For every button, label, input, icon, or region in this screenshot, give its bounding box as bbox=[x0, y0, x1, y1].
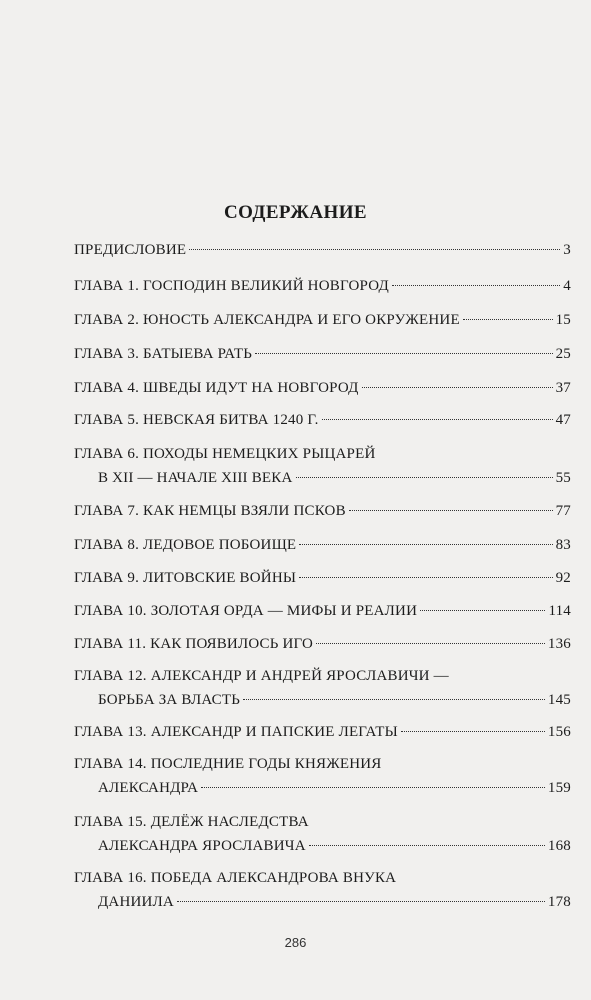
toc-entry-page: 159 bbox=[547, 780, 571, 796]
toc-entry-page: 77 bbox=[555, 503, 571, 519]
toc-entry-page: 3 bbox=[563, 242, 571, 258]
toc-entry-page: 178 bbox=[547, 894, 571, 910]
toc-entry-title-line1[interactable]: ГЛАВА 15. ДЕЛЁЖ НАСЛЕДСТВА bbox=[74, 814, 309, 830]
leader-dots bbox=[177, 901, 545, 902]
toc-entry-page: 168 bbox=[547, 838, 571, 854]
toc-entry-title: БОРЬБА ЗА ВЛАСТЬ bbox=[98, 692, 241, 708]
leader-dots bbox=[349, 510, 553, 511]
toc-entry-title: ГЛАВА 5. НЕВСКАЯ БИТВА 1240 Г. bbox=[74, 412, 319, 428]
toc-entry[interactable] bbox=[98, 834, 571, 858]
toc-entry-page: 15 bbox=[555, 312, 571, 328]
leader-dots bbox=[299, 544, 552, 545]
toc-entry[interactable] bbox=[98, 466, 571, 490]
leader-dots bbox=[362, 387, 553, 388]
toc-entry-title: ГЛАВА 1. ГОСПОДИН ВЕЛИКИЙ НОВГОРОД bbox=[74, 278, 389, 294]
leader-dots bbox=[299, 577, 552, 578]
toc-entry[interactable] bbox=[74, 408, 571, 432]
page-number: 286 bbox=[284, 935, 307, 950]
toc-entry-title-line1[interactable]: ГЛАВА 12. АЛЕКСАНДР И АНДРЕЙ ЯРОСЛАВИЧИ — bbox=[74, 668, 449, 684]
toc-entry-page: 156 bbox=[547, 724, 571, 740]
page-title: СОДЕРЖАНИЕ bbox=[224, 202, 367, 223]
toc-entry-page: 4 bbox=[563, 278, 571, 294]
toc-entry-page: 55 bbox=[555, 470, 571, 486]
toc-entry-page: 145 bbox=[547, 692, 571, 708]
leader-dots bbox=[309, 845, 545, 846]
toc-entry-title: ГЛАВА 3. БАТЫЕВА РАТЬ bbox=[74, 346, 253, 362]
toc-entry-title: В XII — НАЧАЛЕ XIII ВЕКА bbox=[98, 470, 293, 486]
toc-entry[interactable] bbox=[98, 776, 571, 800]
toc-entry-title: ГЛАВА 11. КАК ПОЯВИЛОСЬ ИГО bbox=[74, 636, 314, 652]
toc-entry-page: 136 bbox=[547, 636, 571, 652]
toc-entry[interactable] bbox=[98, 688, 571, 712]
toc-entry-title: ДАНИИЛА bbox=[98, 894, 174, 910]
toc-entry[interactable] bbox=[74, 342, 571, 366]
toc-entry[interactable] bbox=[98, 890, 571, 914]
toc-entry-title: ПРЕДИСЛОВИЕ bbox=[74, 242, 187, 258]
leader-dots bbox=[401, 731, 545, 732]
toc-entry-title: ГЛАВА 10. ЗОЛОТАЯ ОРДА — МИФЫ И РЕАЛИИ bbox=[74, 603, 418, 619]
toc-entry-title: ГЛАВА 13. АЛЕКСАНДР И ПАПСКИЕ ЛЕГАТЫ bbox=[74, 724, 398, 740]
toc-entry[interactable] bbox=[74, 274, 571, 298]
leader-dots bbox=[189, 249, 560, 250]
toc-entry[interactable] bbox=[74, 533, 571, 557]
toc-entry-page: 37 bbox=[555, 380, 571, 396]
toc-entry[interactable] bbox=[74, 599, 571, 623]
toc-entry[interactable] bbox=[74, 308, 571, 332]
toc-entry-title-line1[interactable]: ГЛАВА 16. ПОБЕДА АЛЕКСАНДРОВА ВНУКА bbox=[74, 870, 397, 886]
toc-entry-title: ГЛАВА 2. ЮНОСТЬ АЛЕКСАНДРА И ЕГО ОКРУЖЕНИЕ bbox=[74, 312, 460, 328]
toc-entry[interactable] bbox=[74, 566, 571, 590]
toc-entry-title: АЛЕКСАНДРА ЯРОСЛАВИЧА bbox=[98, 838, 306, 854]
toc-entry-title: АЛЕКСАНДРА bbox=[98, 780, 199, 796]
leader-dots bbox=[316, 643, 545, 644]
toc-entry-title: ГЛАВА 8. ЛЕДОВОЕ ПОБОИЩЕ bbox=[74, 537, 297, 553]
leader-dots bbox=[322, 419, 553, 420]
toc-entry[interactable] bbox=[74, 720, 571, 744]
leader-dots bbox=[420, 610, 545, 611]
toc-entry-page: 92 bbox=[555, 570, 571, 586]
toc-entry[interactable] bbox=[74, 376, 571, 400]
toc-entry-title: ГЛАВА 7. КАК НЕМЦЫ ВЗЯЛИ ПСКОВ bbox=[74, 503, 346, 519]
leader-dots bbox=[296, 477, 553, 478]
toc-entry[interactable] bbox=[74, 632, 571, 656]
leader-dots bbox=[463, 319, 553, 320]
leader-dots bbox=[201, 787, 545, 788]
toc-entry-title: ГЛАВА 9. ЛИТОВСКИЕ ВОЙНЫ bbox=[74, 570, 297, 586]
toc-entry[interactable] bbox=[74, 238, 571, 262]
toc-entry[interactable] bbox=[74, 499, 571, 523]
toc-entry-page: 114 bbox=[548, 603, 571, 619]
leader-dots bbox=[243, 699, 545, 700]
leader-dots bbox=[255, 353, 553, 354]
toc-entry-page: 47 bbox=[555, 412, 571, 428]
toc-entry-title-line1[interactable]: ГЛАВА 14. ПОСЛЕДНИЕ ГОДЫ КНЯЖЕНИЯ bbox=[74, 756, 382, 772]
toc-entry-page: 83 bbox=[555, 537, 571, 553]
toc-entry-page: 25 bbox=[555, 346, 571, 362]
leader-dots bbox=[392, 285, 560, 286]
toc-entry-title: ГЛАВА 4. ШВЕДЫ ИДУТ НА НОВГОРОД bbox=[74, 380, 359, 396]
toc-entry-title-line1[interactable]: ГЛАВА 6. ПОХОДЫ НЕМЕЦКИХ РЫЦАРЕЙ bbox=[74, 446, 376, 462]
